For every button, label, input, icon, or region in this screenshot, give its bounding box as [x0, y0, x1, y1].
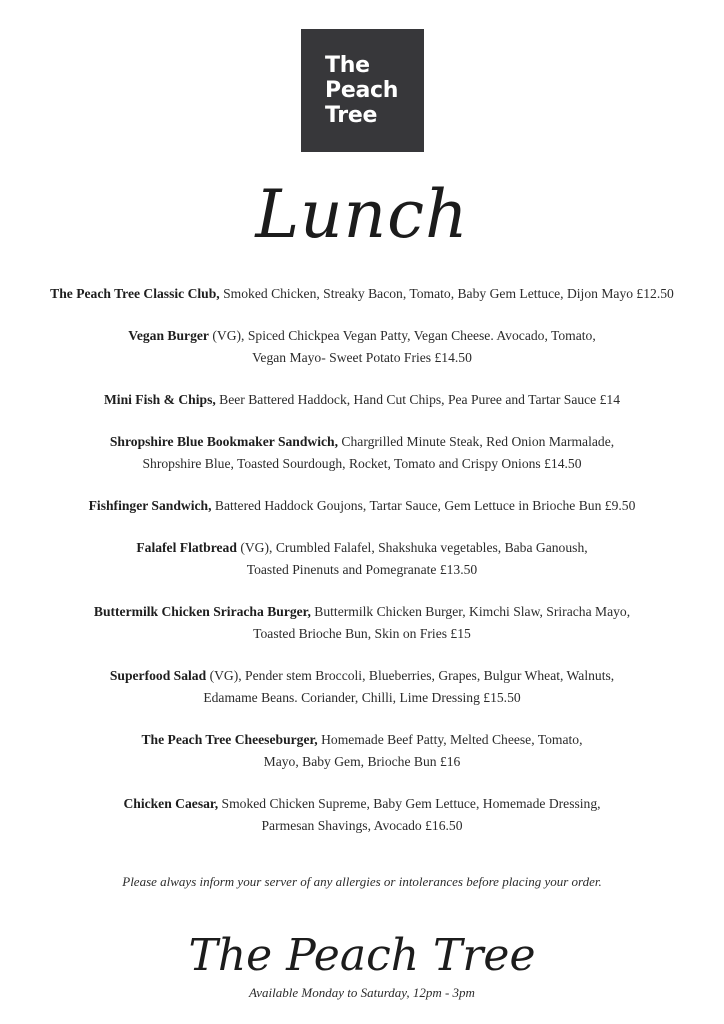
menu-item-name: Vegan Burger	[128, 328, 209, 343]
menu-item-line	[20, 537, 704, 559]
menu-item-name: Fishfinger Sandwich,	[88, 498, 212, 513]
footer-title: The Peach Tree	[188, 930, 536, 981]
logo	[301, 29, 424, 152]
menu-item	[20, 729, 704, 773]
page-title: Lunch	[255, 176, 469, 253]
menu-item-name: Chicken Caesar,	[123, 796, 219, 811]
menu-item-name: Mini Fish & Chips,	[103, 392, 216, 407]
menu-item	[20, 537, 704, 581]
availability-hours: Available Monday to Saturday, 12pm - 3pm	[249, 985, 475, 1000]
menu-item-description-2: Toasted Brioche Bun, Skin on Fries £15	[253, 626, 471, 641]
menu-item	[20, 325, 704, 369]
menu-item-description: Chargrilled Minute Steak, Red Onion Marmalade,	[341, 434, 615, 449]
menu-item-description: (VG), Pender stem Broccoli, Blueberries, Grapes, Bulgur Wheat, Walnuts,	[209, 668, 615, 683]
menu-item-line	[20, 431, 704, 453]
menu-item-description-2: Edamame Beans. Coriander, Chilli, Lime Dressing £15.50	[203, 690, 521, 705]
menu-item-line	[20, 495, 704, 517]
logo-line-3: Tree	[325, 103, 378, 128]
menu-item-description-2: Vegan Mayo- Sweet Potato Fries £14.50	[252, 350, 472, 365]
menu-item-name: Shropshire Blue Bookmaker Sandwich,	[109, 434, 339, 449]
menu-item	[20, 601, 704, 645]
menu-item-line	[20, 283, 704, 305]
menu-item-description-2: Parmesan Shavings, Avocado £16.50	[261, 818, 463, 833]
menu-item-description-2: Shropshire Blue, Toasted Sourdough, Rocket, Tomato and Crispy Onions £14.50	[142, 456, 582, 471]
menu-item-description: Beer Battered Haddock, Hand Cut Chips, Pea Puree and Tartar Sauce £14	[219, 392, 621, 407]
menu-item-name: Buttermilk Chicken Sriracha Burger,	[93, 604, 311, 619]
menu-item-line	[20, 729, 704, 751]
menu-item-description: Homemade Beef Patty, Melted Cheese, Tomato,	[321, 732, 583, 747]
menu-item	[20, 283, 704, 305]
menu-item	[20, 431, 704, 475]
menu-item-line	[20, 665, 704, 687]
menu-item-description-2: Mayo, Baby Gem, Brioche Bun £16	[263, 754, 461, 769]
menu-item-name: Falafel Flatbread	[136, 540, 237, 555]
menu-item-description: Buttermilk Chicken Burger, Kimchi Slaw, Sriracha Mayo,	[314, 604, 631, 619]
menu-item	[20, 389, 704, 411]
menu-item	[20, 495, 704, 517]
menu-item-line	[20, 793, 704, 815]
menu-list	[20, 283, 704, 857]
menu-item	[20, 665, 704, 709]
menu-item-name: The Peach Tree Classic Club,	[50, 286, 220, 301]
menu-item-description-2: Toasted Pinenuts and Pomegranate £13.50	[246, 562, 478, 577]
menu-item-description: Battered Haddock Goujons, Tartar Sauce, Gem Lettuce in Brioche Bun £9.50	[214, 498, 636, 513]
menu-item-description: Smoked Chicken, Streaky Bacon, Tomato, Baby Gem Lettuce, Dijon Mayo £12.50	[223, 286, 674, 301]
menu-item-description: (VG), Crumbled Falafel, Shakshuka vegetables, Baba Ganoush,	[240, 540, 588, 555]
menu-item	[20, 793, 704, 837]
allergy-notice: Please always inform your server of any allergies or intolerances before placing your order.	[122, 874, 602, 889]
menu-item-line	[20, 389, 704, 411]
menu-item-line	[20, 601, 704, 623]
logo-line-1: The	[325, 53, 370, 78]
menu-item-description: Smoked Chicken Supreme, Baby Gem Lettuce, Homemade Dressing,	[221, 796, 601, 811]
menu-item-description: (VG), Spiced Chickpea Vegan Patty, Vegan Cheese. Avocado, Tomato,	[212, 328, 596, 343]
menu-item-line	[20, 325, 704, 347]
menu-item-name: The Peach Tree Cheeseburger,	[141, 732, 318, 747]
menu-item-name: Superfood Salad	[109, 668, 207, 683]
logo-line-2: Peach	[325, 78, 399, 103]
